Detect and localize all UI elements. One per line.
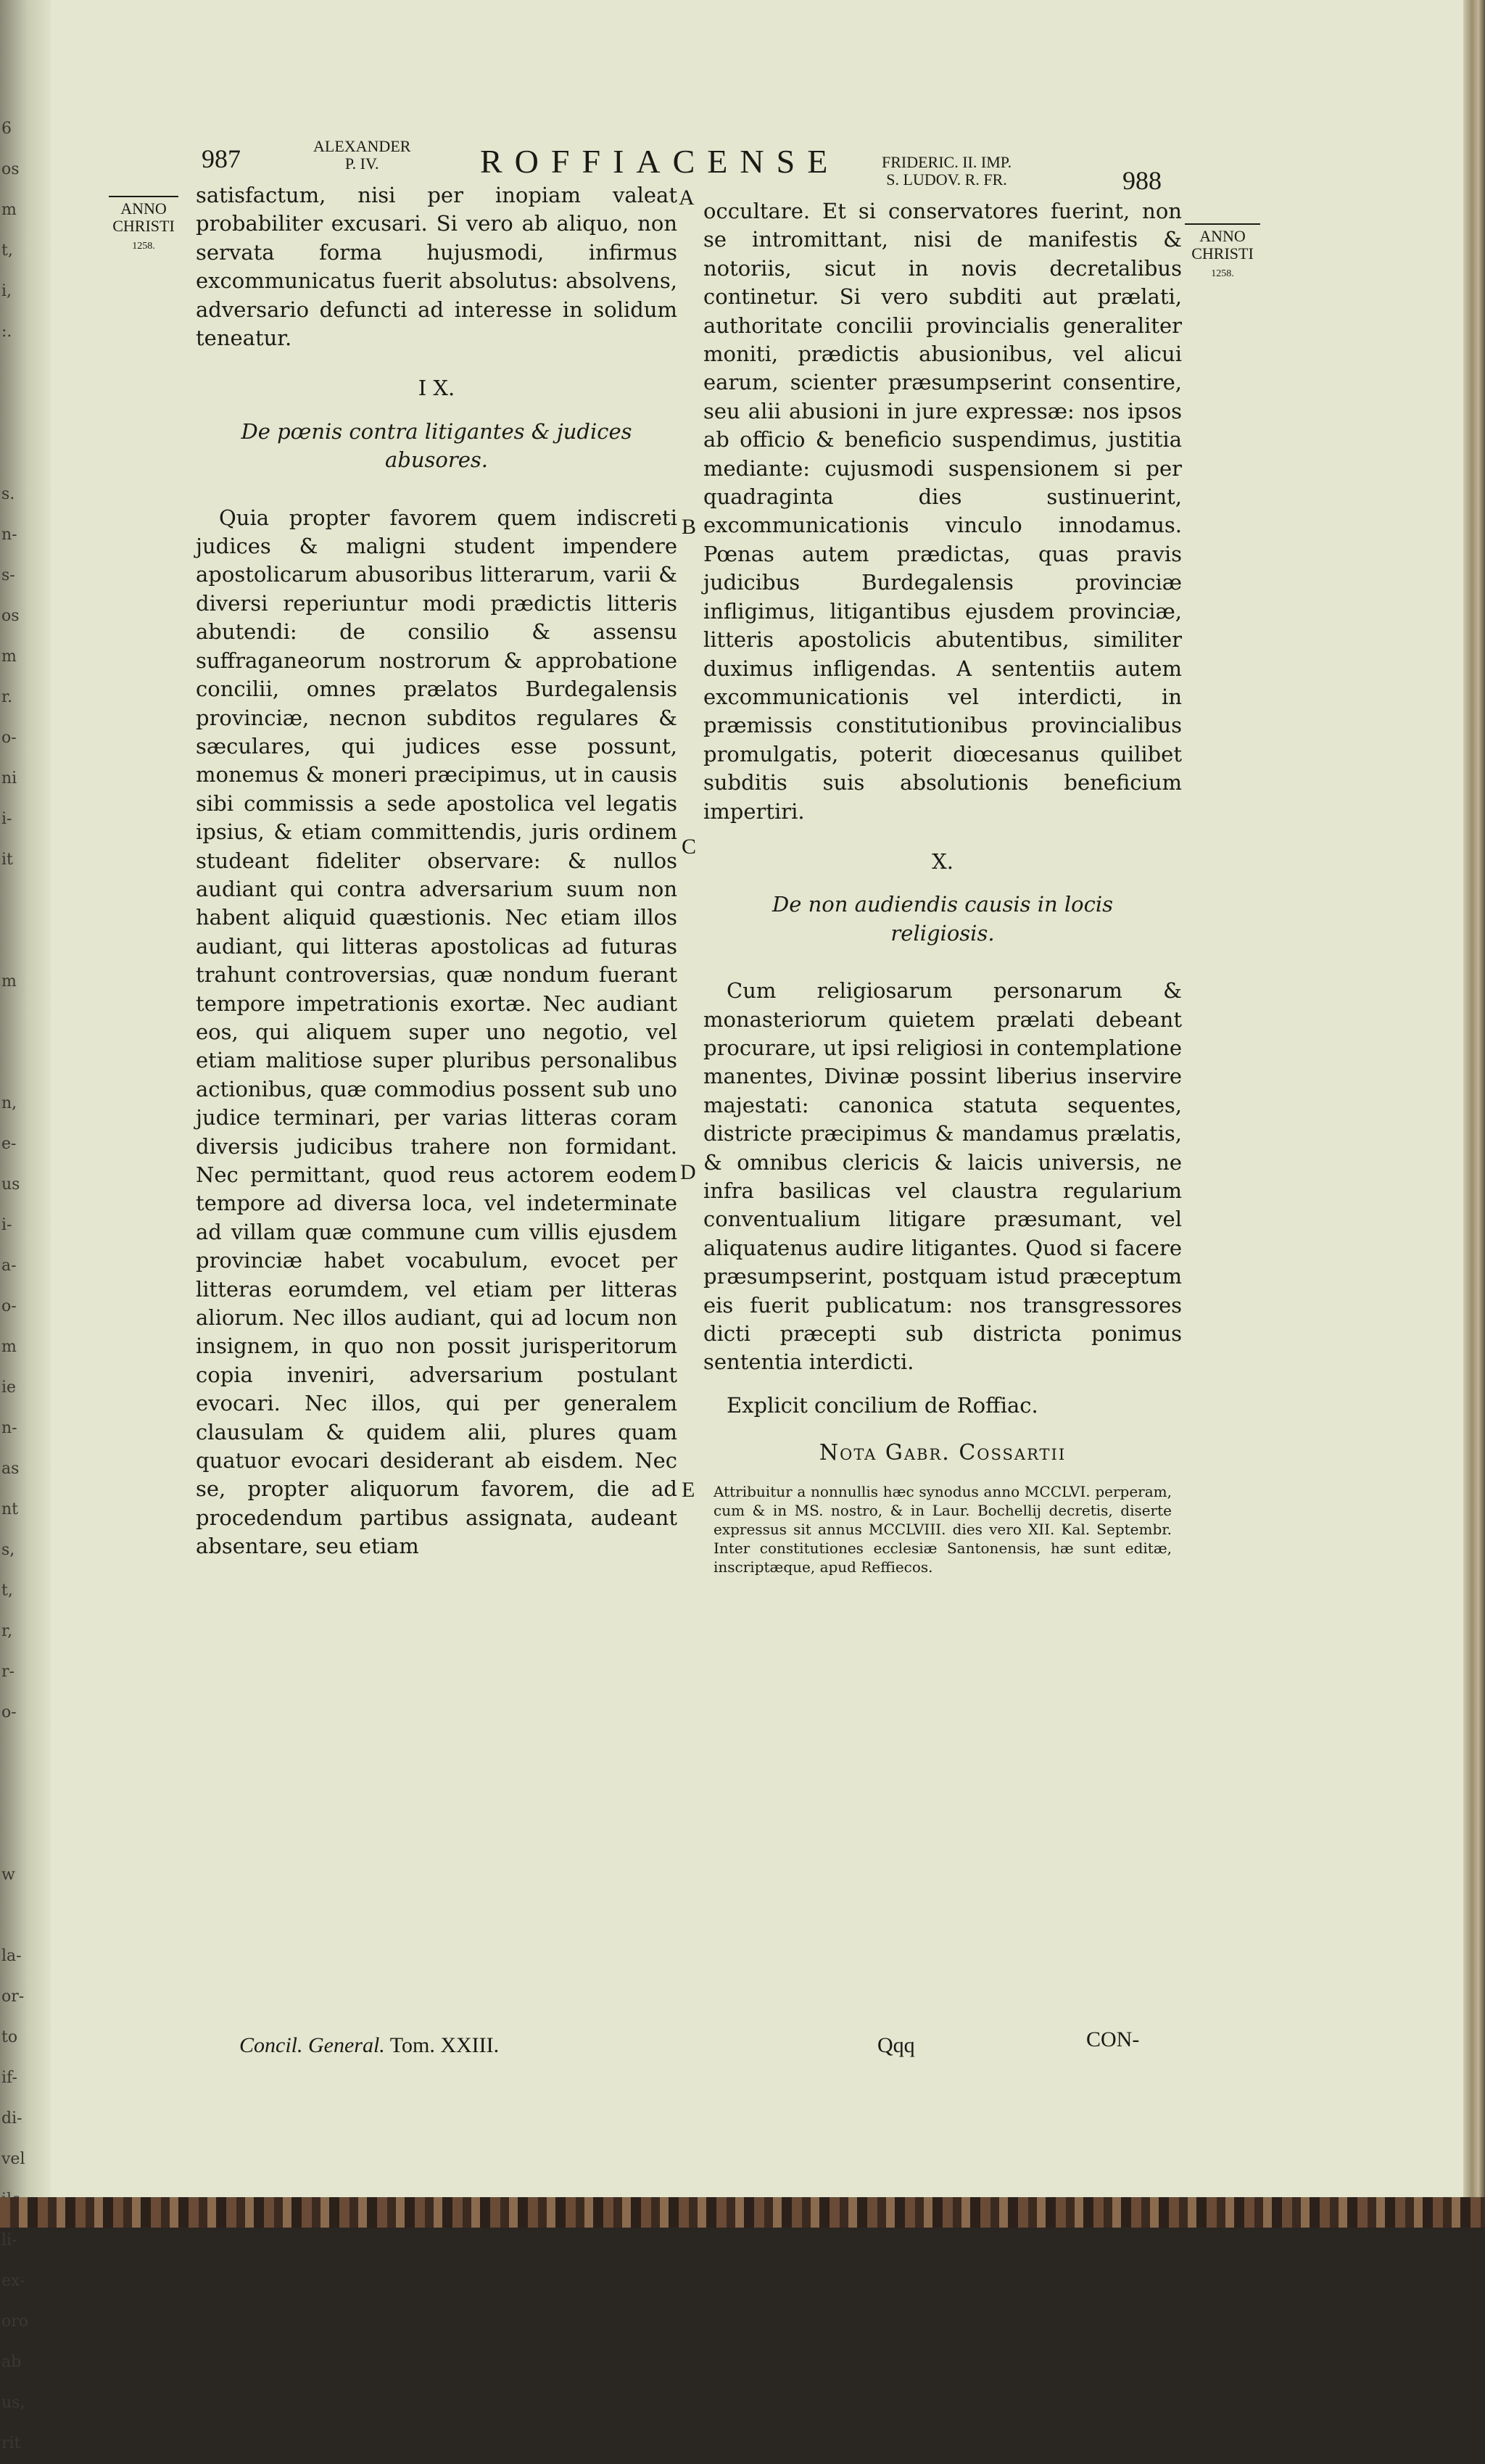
- nota-text: Attribuitur a nonnullis hæc synodus anno MCCLVI. perperam, cum & in MS. nostro, & in Laur. Bochellij decretis, diserte expressus sit annus MCCLVIII. dies vero XII. Kal. Septembr. Inter constitutiones ecclesiæ Santonensis, hæ sunt editæ, inscriptæque, apud Reffiecos.: [713, 1482, 1172, 1576]
- left-page-fragment: w: [1, 1866, 15, 1884]
- left-page-fragment: i,: [1, 282, 12, 300]
- header-pope-name: ALEXANDER: [313, 137, 411, 155]
- left-page-fragment: s-: [1, 566, 15, 584]
- left-page-fragment: e-: [1, 1135, 17, 1153]
- left-page-fragment: [1, 352, 45, 393]
- header-emperor: [882, 154, 1012, 189]
- left-page-fragment: s.: [1, 485, 15, 503]
- margin-anno-left: ANNO: [120, 199, 167, 218]
- left-page-fragment: la-: [1, 1947, 22, 1965]
- section-letter-c: C: [682, 835, 697, 859]
- left-page-fragment: [1, 1814, 45, 1855]
- left-page-fragment: ab: [1, 2353, 22, 2371]
- footer-volume-tom: Tom. XXIII.: [389, 2033, 500, 2057]
- margin-note-right: [1185, 223, 1260, 283]
- left-page-fragment: li-: [1, 2231, 17, 2249]
- section-letter-a: A: [679, 186, 695, 210]
- left-page-fragment: o-: [1, 1703, 17, 1721]
- left-page-fragment: o-: [1, 1297, 17, 1315]
- margin-year-left: 1258.: [132, 241, 155, 252]
- header-emperor-line2: S. LUDOV. R. FR.: [886, 170, 1007, 189]
- left-page-fragment: oro: [1, 2312, 29, 2331]
- left-page-fragment: [1, 434, 45, 474]
- right-para-2: Cum religiosarum personarum & monasteriorum quietem prælati debeant procurare, ut ipsi religiosi in contemplatione manentes, Divinæ possint liberius inservire majestati: canonica statuta sequentes, districte præcipimus & mandamus prælatis, & omnibus clericis & laicis universis, ne infra basilicas vel claustra regularium conventualium litigare præsumant, vel aliquatenus audire litigantes. Quod si facere præsumpserint, postquam istud præceptum eis fuerit publicatum: nos transgressores dicti præcepti sub districta ponimus sententia interdicti.: [703, 978, 1182, 1375]
- margin-rule-left: [109, 196, 178, 197]
- left-para-2: Quia propter favorem quem indiscreti judices & maligni student impendere apostolicarum abusoribus litterarum, varii & diversi reperiuntur modi prædictis litteris abutendi: de consilio & assensu suffraganeorum nostrorum & approbatione concilii, omnes prælatos Burdegalensis provinciæ, necnon subditos regulares & sæculares, qui judices esse possunt, monemus & moneri præcipimus, ut in causis sibi commissis a sede apostolica vel legatis ipsius, & etiam committendis, juris ordinem studeant fideliter observare: & nullos audiant qui contra adversarium suum non habent aliquid quæstionis. Nec etiam illos audiant, qui litteras apostolicas ad futuras trahunt controversias, quæ nondum fuerant tempore impetrationis exortæ. Nec audiant eos, qui aliquem super uno negotio, vel etiam malitiose super pluribus personalibus actionibus, quæ commodius possent sub uno judice terminari, per varias litteras coram diversis judicibus trahere non formidant. Nec permittant, quod reus actorem eodem tempore ad diversa loca, vel indeterminate ad villam quæ commune cum villis ejusdem provinciæ habet vocabulum, evocet per litteras eorumdem, vel etiam per litteras aliorum. Nec illos audiant, qui ad locum non insignem, in quo non possit jurisperitorum copia inveniri, adversarium postulant evocari. Nec illos, qui per generalem clausulam & quidem alii, plures quam quatuor evocari desiderant ab eisdem. Nec se, propter aliquorum favorem, die ad procedendum partibus assignata, audeant absentare, seu etiam: [196, 505, 677, 1559]
- left-page-fragment: [1, 921, 45, 962]
- left-page-fragment: us,: [1, 2394, 25, 2412]
- margin-anno-right: ANNO: [1199, 227, 1246, 245]
- section-letter-b: B: [682, 515, 697, 539]
- margin-rule-right: [1185, 223, 1260, 225]
- left-page-fragment: it: [1, 851, 13, 869]
- margin-christi-right: CHRISTI: [1191, 244, 1254, 262]
- left-page-fragment: os: [1, 607, 20, 625]
- left-page-fragment: [1, 393, 45, 434]
- left-page-fragment: n-: [1, 526, 17, 544]
- left-page-fragment: nt: [1, 1500, 19, 1518]
- left-page-fragment: [1, 1733, 45, 1774]
- left-page-fragment: as: [1, 1460, 20, 1478]
- left-page-fragment: ex-: [1, 2272, 25, 2290]
- nota-title: Nota Gabr. Cossartii: [819, 1440, 1067, 1466]
- left-page-fragment: rit: [1, 2434, 21, 2452]
- explicit-line: Explicit concilium de Roffiac.: [727, 1392, 1038, 1418]
- bottom-strip: [0, 2197, 1485, 2228]
- left-page-fragment: i-: [1, 1216, 12, 1234]
- left-page-fragment: m: [1, 1338, 17, 1356]
- left-page-fragment: [1, 1043, 45, 1083]
- left-page-fragment: ie: [1, 1378, 17, 1397]
- margin-note-left: [109, 196, 178, 255]
- page-title: ROFFIACENSE: [480, 143, 840, 180]
- page-number-left: 987: [202, 144, 241, 173]
- left-page-fragment: to: [1, 2028, 18, 2046]
- left-page-fragment: [1, 1895, 45, 1936]
- left-page-fragment: t,: [1, 1582, 13, 1600]
- left-page-fragment: m: [1, 201, 17, 219]
- left-page-fragment: n,: [1, 1094, 17, 1112]
- right-para-1: occultare. Et si conservatores fuerint, non se intromittant, nisi de manifestis & notoriis, sicut in novis decretalibus continetur. Si vero subditi aut prælati, authoritate concilii provincialis generaliter moniti, prædictis abusionibus, vel alicui earum, scienter præsumpserint consentire, seu alii abusioni in jure expressæ: nos ipsos ab officio & beneficio suspendimus, justitia mediante: cujusmodi suspensionem si per quadraginta dies sustinuerint, excommunicationis vinculo innodamus. Pœnas autem prædictas, quas pravis judicibus Burdegalensis provinciæ infligimus, litigantibus ejusdem provinciæ, litteris apostolicis abutentibus, similiter duximus infligendas. A sententiis autem excommunicationis vel interdicti, in præmissis constitutionibus provincialibus promulgatis, poterit diœcesanus quilibet subditis suis absolutionis beneficium impertiri.: [703, 199, 1182, 824]
- left-page-fragment: [1, 1002, 45, 1043]
- left-page-fragment: n-: [1, 1419, 17, 1437]
- left-page-fragment: :.: [1, 323, 12, 341]
- footer-signature: Qqq: [877, 2033, 915, 2057]
- left-page-fragment: i-: [1, 810, 12, 828]
- left-page-fragment: 6: [1, 120, 12, 138]
- left-page-fragment: ni: [1, 769, 17, 787]
- left-page-fragment: us: [1, 1175, 20, 1194]
- left-page-fragment: r-: [1, 1663, 15, 1681]
- section-10-number: X.: [932, 848, 954, 874]
- left-page-fragment: or-: [1, 1988, 25, 2006]
- left-page-fragment: if-: [1, 2069, 17, 2087]
- section-9-number: I X.: [418, 376, 455, 401]
- header-pope-number: P. IV.: [344, 154, 379, 173]
- left-page-fragment: o-: [1, 729, 17, 747]
- page-right-edge: [1463, 0, 1485, 2197]
- left-page-fragment: vel: [1, 2150, 25, 2168]
- section-10-title: De non audiendis causis in locis religiosis.: [772, 892, 1114, 946]
- margin-year-right: 1258.: [1211, 268, 1234, 279]
- left-page-fragment: s,: [1, 1541, 15, 1559]
- footer-volume-title: Concil. General.: [239, 2033, 385, 2057]
- left-page-fragment: m: [1, 972, 17, 991]
- left-page-fragment: r.: [1, 688, 13, 706]
- margin-christi-left: CHRISTI: [112, 217, 175, 235]
- left-page-fragment: r,: [1, 1622, 13, 1640]
- right-column: [703, 197, 1182, 1576]
- header-emperor-line1: FRIDERIC. II. IMP.: [882, 153, 1012, 171]
- left-column: [196, 181, 677, 1561]
- section-letter-e: E: [682, 1478, 695, 1502]
- left-page-fragments: [1, 109, 45, 2464]
- left-page-fragment: di-: [1, 2109, 22, 2128]
- left-page-fragment: [1, 1774, 45, 1814]
- left-page-fragment: t,: [1, 241, 13, 260]
- section-letter-d: D: [680, 1160, 696, 1184]
- left-page-fragment: [1, 880, 45, 921]
- page-number-right: 988: [1122, 166, 1162, 195]
- left-page-fragment: a-: [1, 1257, 17, 1275]
- footer-volume: [239, 2033, 499, 2058]
- footer-catchword: CON-: [1086, 2027, 1140, 2051]
- left-page-fragment: m: [1, 648, 17, 666]
- left-page-fragment: os: [1, 160, 20, 178]
- left-para-1: satisfactum, nisi per inopiam valeat probabiliter excusari. Si vero ab aliquo, non servata forma hujusmodi, infirmus excommunicatus fuerit absolutus: absolvens, adversario defuncti ad interesse in solidum teneatur.: [196, 183, 677, 351]
- header-pope: [313, 138, 410, 173]
- section-9-title: De pœnis contra litigantes & judices abusores.: [241, 418, 632, 473]
